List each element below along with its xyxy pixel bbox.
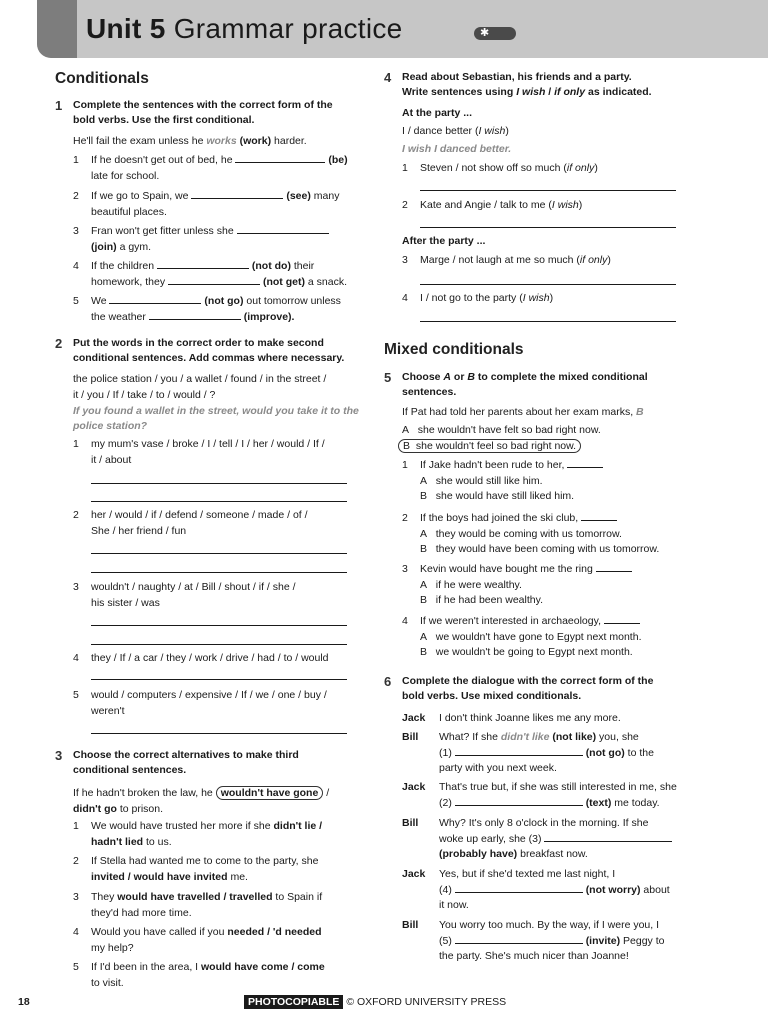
answer-blank[interactable] xyxy=(157,259,249,269)
answer-line[interactable] xyxy=(420,321,676,322)
answer-blank[interactable] xyxy=(235,153,325,163)
answer-line[interactable] xyxy=(420,190,676,191)
answer-line[interactable] xyxy=(91,483,347,484)
exercise-instruction: Put the words in the correct order to make second conditional sentences. Add commas where necessary. xyxy=(73,337,345,364)
answer-blank[interactable] xyxy=(567,458,603,468)
answer-blank[interactable] xyxy=(191,189,283,199)
answer-blank[interactable] xyxy=(581,511,617,521)
dialogue-line: Bill What? If she didn't like (not like) you, she (1) (not go) to the party with you next week. xyxy=(402,731,654,774)
answer-blank[interactable] xyxy=(455,883,583,893)
answer-blank[interactable] xyxy=(604,614,640,624)
answer-line[interactable] xyxy=(91,572,347,573)
example-sentence: He'll fail the exam unless he works (work) harder. xyxy=(73,135,307,147)
dialogue-line: Bill You worry too much. By the way, if I were you, I (5) (invite) Peggy to the party. She's much nicer than Joanne! xyxy=(402,919,665,962)
option-b-circled: B she wouldn't feel so bad right now. xyxy=(398,439,581,455)
option-a: A she wouldn't have felt so bad right now. xyxy=(402,424,601,436)
star-icon: ✱ xyxy=(474,27,516,40)
dialogue-line: Jack That's true but, if she was still interested in me, she (2) (text) me today. xyxy=(402,781,677,809)
list-item: 3 wouldn't / naughty / at / Bill / shout / if / she / his sister / was xyxy=(73,581,296,609)
exercise-instruction: Read about Sebastian, his friends and a party. Write sentences using I wish / if only as indicated. xyxy=(402,71,652,98)
title-label: Grammar practice xyxy=(173,13,403,44)
answer-blank[interactable] xyxy=(109,294,201,304)
exercise-instruction: Choose the correct alternatives to make third conditional sentences. xyxy=(73,749,299,776)
list-item: 5 would / computers / expensive / If / we / one / buy / weren't xyxy=(73,689,327,717)
list-item: 2 If Stella had wanted me to come to the party, she invited / would have invited me. xyxy=(73,855,319,883)
answer-line[interactable] xyxy=(91,501,347,502)
answer-blank[interactable] xyxy=(455,796,583,806)
answer-blank[interactable] xyxy=(168,275,260,285)
example-answer: If you found a wallet in the street, would you take it to the police station? xyxy=(73,405,359,432)
section-title-mixed: Mixed conditionals xyxy=(384,341,524,358)
answer-line[interactable] xyxy=(91,553,347,554)
list-item: 1 my mum's vase / broke / I / tell / I / her / would / If / it / about xyxy=(73,438,325,466)
answer-line[interactable] xyxy=(91,644,347,645)
sub-heading: At the party ... xyxy=(402,107,473,119)
section-title-conditionals: Conditionals xyxy=(55,70,149,87)
sub-heading: After the party ... xyxy=(402,235,486,247)
dialogue-line: Jack I don't think Joanne likes me any more. xyxy=(402,712,621,724)
exercise-number: 5 xyxy=(384,370,392,385)
dialogue-line: Jack Yes, but if she'd texted me last night, I (4) (not worry) about it now. xyxy=(402,868,670,911)
page-title xyxy=(86,13,403,45)
list-item: 5 We (not go) out tomorrow unless the weather (improve). xyxy=(73,295,341,323)
list-item: 2 If we go to Spain, we (see) many beautiful places. xyxy=(73,190,340,218)
list-item: 2 If the boys had joined the ski club, A they would be coming with us tomorrow. B they would have been coming with us tomorrow. xyxy=(402,512,660,555)
answer-line[interactable] xyxy=(420,227,676,228)
exercise-number: 4 xyxy=(384,70,392,85)
answer-line[interactable] xyxy=(91,733,347,734)
exercise-number: 2 xyxy=(55,336,63,351)
list-item: 4 they / If / a car / they / work / drive / had / to / would xyxy=(73,652,329,664)
list-item: 4 I / not go to the party (I wish) xyxy=(402,292,554,304)
example-words: the police station / you / a wallet / found / in the street / it / you / If / take / to / would / ? xyxy=(73,373,327,401)
exercise-instruction: Complete the dialogue with the correct form of the bold verbs. Use mixed conditionals. xyxy=(402,675,654,702)
answer-line[interactable] xyxy=(420,284,676,285)
list-item: 1 If Jake hadn't been rude to her, A she would still like him. B she would have still liked him. xyxy=(402,458,603,505)
copyright: PHOTOCOPIABLE © OXFORD UNIVERSITY PRESS xyxy=(244,996,506,1008)
photocopiable-badge: PHOTOCOPIABLE xyxy=(244,995,343,1009)
example-sentence: If he hadn't broken the law, he wouldn't have gone / didn't go to prison. xyxy=(73,787,330,815)
answer-line[interactable] xyxy=(91,625,347,626)
exercise-instruction: Complete the sentences with the correct form of the bold verbs. Use the first conditional. xyxy=(73,99,333,126)
example-sentence: I / dance better (I wish) xyxy=(402,125,509,137)
dialogue-line: Bill Why? It's only 8 o'clock in the morning. If she woke up early, she (3) (probably have) breakfast now. xyxy=(402,816,672,863)
example-answer: I wish I danced better. xyxy=(402,143,512,155)
answer-blank[interactable] xyxy=(149,310,241,320)
answer-line[interactable] xyxy=(91,679,347,680)
page-number: 18 xyxy=(18,996,30,1008)
list-item: 4 If we weren't interested in archaeology, A we wouldn't have gone to Egypt next month. B we wouldn't be going to Egypt next month. xyxy=(402,615,642,658)
list-item: 1 If he doesn't get out of bed, he (be) late for school. xyxy=(73,154,348,182)
list-item: 3 They would have travelled / travelled to Spain if they'd had more time. xyxy=(73,891,323,919)
exercise-number: 6 xyxy=(384,674,392,689)
answer-blank[interactable] xyxy=(544,832,672,842)
header-accent xyxy=(37,0,77,58)
answer-blank[interactable] xyxy=(455,934,583,944)
list-item: 4 If the children (not do) their homework, they (not get) a snack. xyxy=(73,260,347,288)
list-item: 3 Fran won't get fitter unless she (join) a gym. xyxy=(73,224,363,255)
answer-blank[interactable] xyxy=(596,562,632,572)
list-item: 3 Kevin would have bought me the ring A if he were wealthy. B if he had been wealthy. xyxy=(402,562,632,609)
exercise-number: 3 xyxy=(55,748,63,763)
answer-blank[interactable] xyxy=(455,746,583,756)
list-item: 4 Would you have called if you needed / 'd needed my help? xyxy=(73,926,322,954)
exercise-number: 1 xyxy=(55,98,63,113)
list-item: 2 her / would / if / defend / someone / made / of / She / her friend / fun xyxy=(73,509,308,537)
list-item: 1 We would have trusted her more if she didn't lie / hadn't lied to us. xyxy=(73,820,323,848)
list-item: 3 Marge / not laugh at me so much (if only) xyxy=(402,254,611,266)
circled-answer: wouldn't have gone xyxy=(216,786,324,800)
list-item: 2 Kate and Angie / talk to me (I wish) xyxy=(402,199,583,211)
list-item: 1 Steven / not show off so much (if only) xyxy=(402,162,598,174)
list-item: 5 If I'd been in the area, I would have come / come to visit. xyxy=(73,961,325,989)
answer-blank[interactable] xyxy=(237,224,329,234)
exercise-instruction: Choose A or B to complete the mixed conditional sentences. xyxy=(402,371,648,398)
unit-label: Unit 5 xyxy=(86,13,166,44)
example-sentence: If Pat had told her parents about her exam marks, B xyxy=(402,406,644,418)
